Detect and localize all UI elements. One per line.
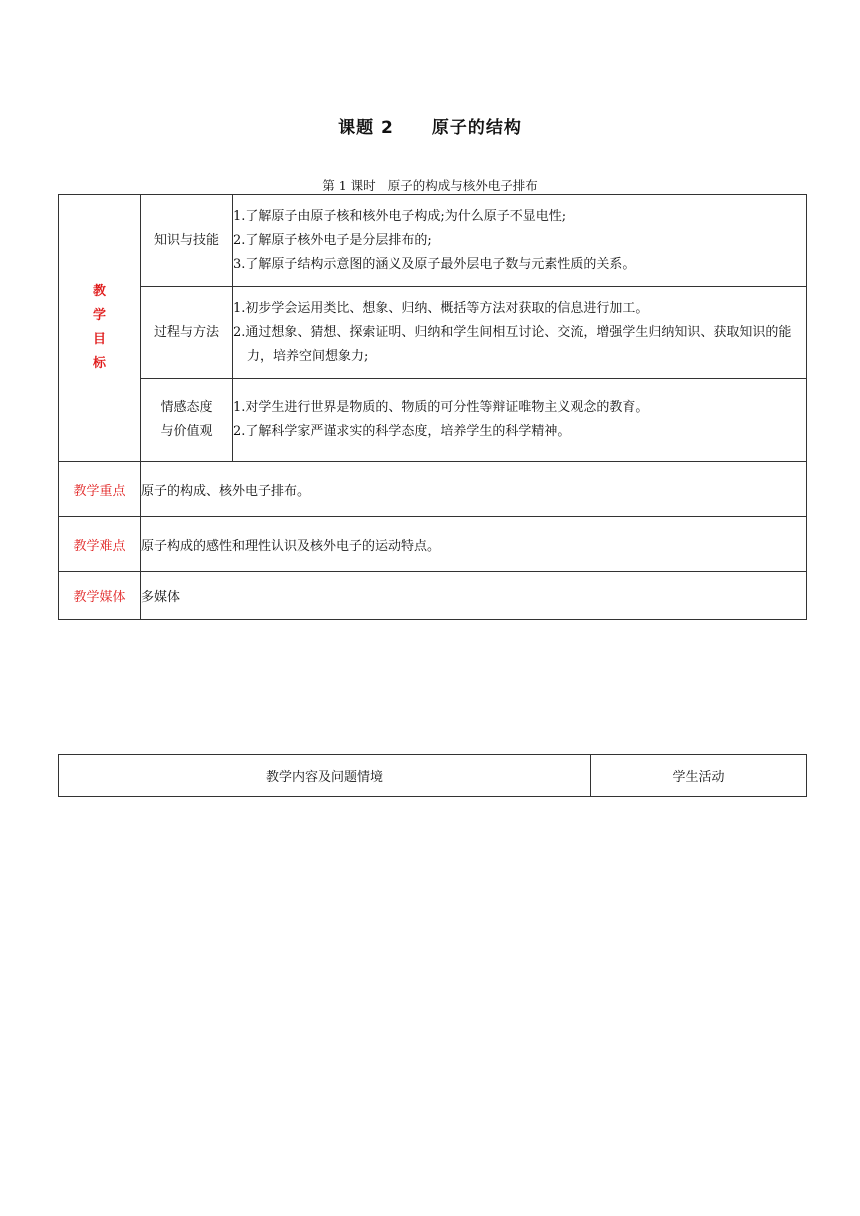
goal-item: 2.了解原子核外电子是分层排布的; [233, 232, 432, 248]
sub-goal-label [141, 287, 233, 379]
goal-item: 2.通过想象、猜想、探索证明、归纳和学生间相互讨论、交流，增强学生归纳知识、获取知识的能力，培养空间想象力; [233, 324, 792, 364]
activity-header-row [59, 755, 807, 797]
sub-goal-label-line: 知识与技能 [153, 232, 219, 248]
goal-item: 3.了解原子结构示意图的涵义及原子最外层电子数与元素性质的关系。 [233, 256, 636, 272]
lesson-plan-table [58, 194, 807, 620]
teaching-goals-label [59, 195, 141, 462]
sub-goal-label-line: 过程与方法 [153, 324, 219, 340]
media-label: 教学媒体 [59, 572, 141, 620]
goal-row-knowledge [59, 195, 807, 287]
goal-row-attitude [59, 379, 807, 462]
goal-item: 2.了解科学家严谨求实的科学态度，培养学生的科学精神。 [233, 424, 571, 439]
content-header: 教学内容及问题情境 [59, 755, 591, 797]
goal-content [233, 379, 807, 462]
media-row [59, 572, 807, 620]
topic-label: 原子的构成与核外电子排布 [387, 178, 538, 193]
difficulties-row [59, 517, 807, 572]
goal-item: 1.了解原子由原子核和核外电子构成;为什么原子不显电性; [233, 208, 567, 224]
difficulties-label: 教学难点 [59, 517, 141, 572]
goal-item: 1.对学生进行世界是物质的、物质的可分性等辩证唯物主义观念的教育。 [233, 400, 649, 415]
sub-goal-label [141, 379, 233, 462]
sub-goal-label-line: 情感态度 [160, 400, 213, 415]
goal-item: 1.初步学会运用类比、想象、归纳、概括等方法对获取的信息进行加工。 [233, 300, 649, 316]
media-value: 多媒体 [141, 572, 807, 620]
student-activity-header: 学生活动 [591, 755, 807, 797]
page-title [0, 113, 860, 138]
goal-content [233, 195, 807, 287]
page-subtitle [0, 176, 860, 194]
goal-char: 教 [92, 284, 106, 299]
lesson-number: 课题 2 [338, 118, 394, 138]
lesson-name: 原子的结构 [431, 118, 522, 138]
sub-goal-label [141, 195, 233, 287]
goal-char: 学 [92, 308, 106, 323]
goal-row-process [59, 287, 807, 379]
goal-char: 标 [92, 356, 106, 371]
key-points-value: 原子的构成、核外电子排布。 [141, 462, 807, 517]
activity-table [58, 754, 807, 797]
difficulties-value: 原子构成的感性和理性认识及核外电子的运动特点。 [141, 517, 807, 572]
key-points-label: 教学重点 [59, 462, 141, 517]
goal-content [233, 287, 807, 379]
sub-goal-label-line: 与价值观 [160, 424, 213, 439]
period-label: 第 1 课时 [322, 178, 376, 193]
key-points-row [59, 462, 807, 517]
goal-char: 目 [92, 332, 106, 347]
